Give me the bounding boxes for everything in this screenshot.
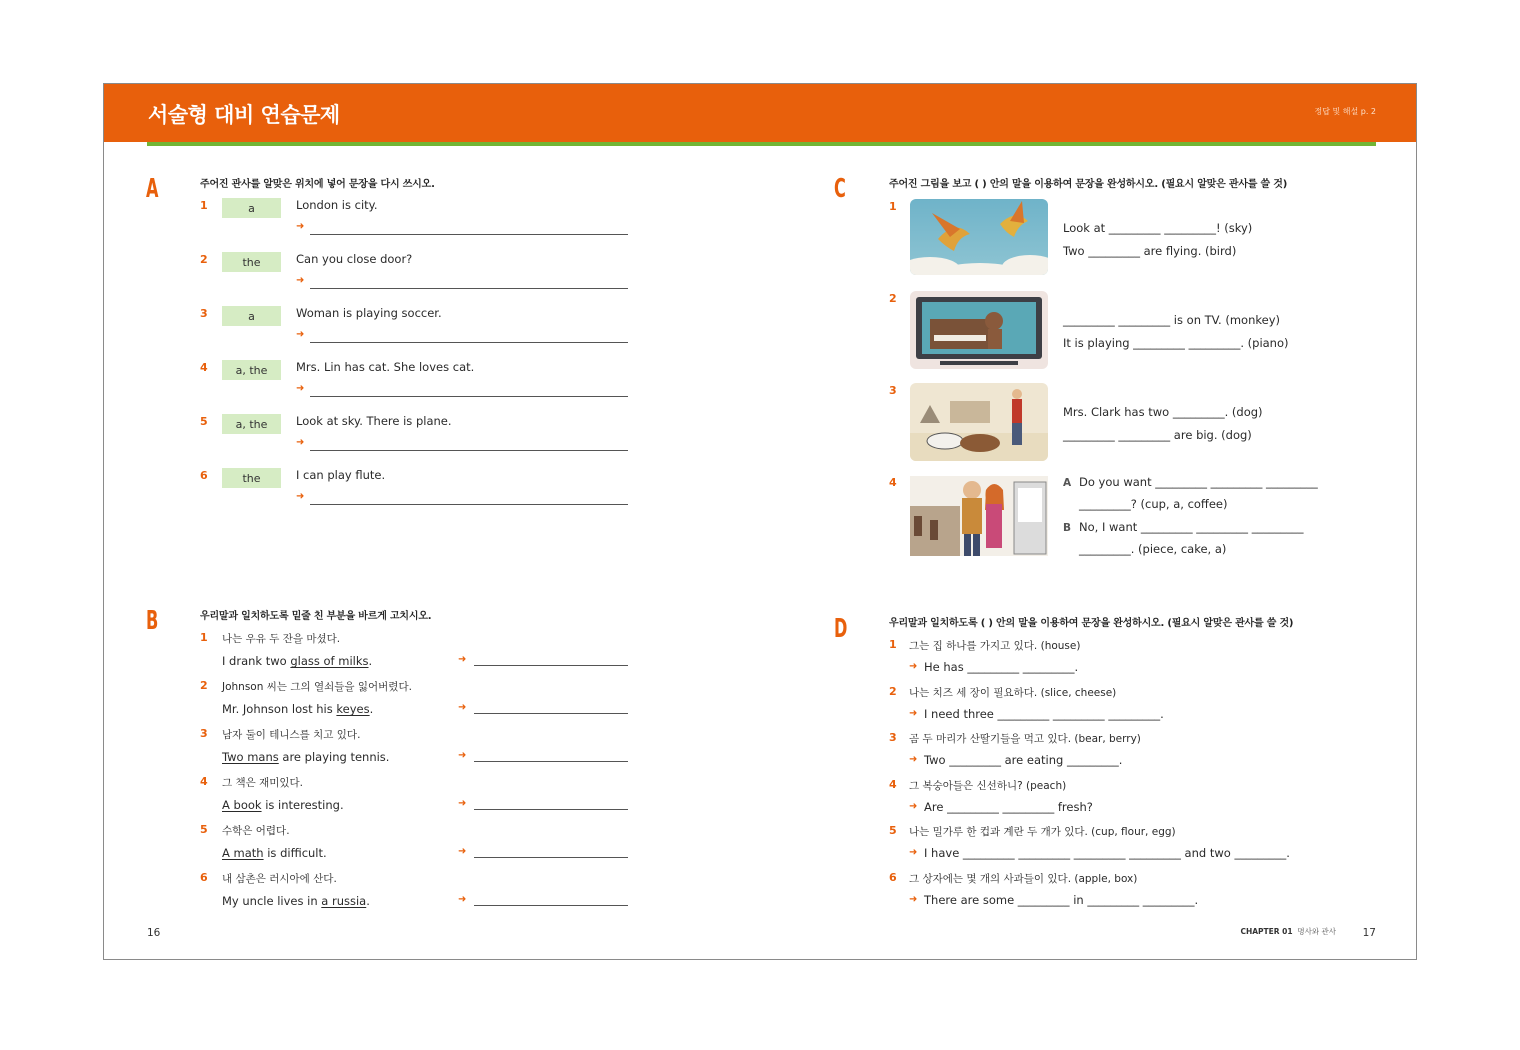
- c-item-number: 4: [889, 476, 897, 489]
- d-korean-prompt: 그 복숭아들은 신선하니? (peach): [909, 779, 1067, 792]
- answer-line[interactable]: [310, 396, 628, 397]
- answer-line[interactable]: [310, 504, 628, 505]
- c4-line1b: _________? (cup, a, coffee): [1079, 497, 1228, 511]
- right-arrow-icon: ➜: [458, 798, 467, 809]
- b-item-number: 1: [200, 631, 208, 644]
- chapter-number: CHAPTER 01: [1240, 927, 1293, 936]
- article-badge: a: [222, 198, 281, 218]
- c2-line2: It is playing _________ _________. (piano): [1063, 336, 1289, 350]
- chapter-title: 명사와 관사: [1297, 927, 1336, 936]
- b-korean-prompt: Johnson 씨는 그의 열쇠들을 잃어버렸다.: [222, 681, 412, 693]
- a-sentence: Can you close door?: [296, 252, 413, 266]
- a-sentence: Mrs. Lin has cat. She loves cat.: [296, 360, 475, 374]
- a-sentence: London is city.: [296, 198, 378, 212]
- right-arrow-icon: ➜: [296, 329, 305, 340]
- c4-label-b: [1063, 520, 1071, 534]
- d-answer-sentence: I need three _________ _________ _________.: [924, 706, 1164, 721]
- b-sentence-post: is difficult.: [263, 846, 327, 860]
- article-badge: a, the: [222, 414, 281, 434]
- article-badge: the: [222, 252, 281, 272]
- section-b-letter: B: [146, 606, 159, 636]
- b-sentence-pre: I drank two: [222, 654, 291, 668]
- answer-line[interactable]: [474, 905, 628, 906]
- birds-sky-illustration: [910, 199, 1048, 275]
- a-sentence: Look at sky. There is plane.: [296, 414, 452, 428]
- dogs-walk-illustration: [910, 383, 1048, 461]
- a-item-number: 3: [200, 307, 208, 320]
- answer-line[interactable]: [474, 713, 628, 714]
- b-underlined-error: A book: [222, 798, 262, 812]
- section-d-letter: D: [834, 614, 848, 644]
- d-korean-prompt: 그 상자에는 몇 개의 사과들이 있다. (apple, box): [909, 872, 1138, 885]
- right-arrow-icon: ➜: [909, 754, 918, 765]
- right-arrow-icon: ➜: [909, 707, 918, 719]
- answer-line[interactable]: [310, 342, 628, 343]
- d-item-number: 6: [889, 870, 897, 884]
- chapter-label: [1240, 926, 1336, 937]
- b-korean-prompt: 수학은 어렵다.: [222, 825, 290, 837]
- b-sentence: [222, 702, 373, 716]
- right-arrow-icon: ➜: [458, 750, 467, 761]
- section-c-instruction: 주어진 그림을 보고 ( ) 안의 말을 이용하여 문장을 완성하시오. (필요시 알맞은 관사를 쓸 것): [889, 179, 1288, 190]
- a-sentence: I can play flute.: [296, 468, 386, 482]
- right-arrow-icon: ➜: [296, 437, 305, 448]
- b-sentence: [222, 654, 372, 668]
- article-badge: the: [222, 468, 281, 488]
- right-arrow-icon: ➜: [909, 893, 918, 905]
- d-answer-sentence: Two _________ are eating _________.: [924, 753, 1123, 767]
- c-item-number: 3: [889, 384, 897, 397]
- b-underlined-error: Two mans: [222, 750, 279, 764]
- c4-line2b: _________. (piece, cake, a): [1079, 542, 1227, 556]
- b-sentence-post: .: [368, 654, 373, 668]
- c4-label-a: [1063, 475, 1071, 489]
- answer-line[interactable]: [310, 288, 628, 289]
- right-arrow-icon: ➜: [909, 847, 918, 858]
- b-korean-prompt: 그 책은 재미있다.: [222, 777, 304, 789]
- right-arrow-icon: ➜: [296, 491, 305, 502]
- b-sentence-post: .: [369, 702, 374, 716]
- right-arrow-icon: ➜: [458, 846, 467, 857]
- d-answer-sentence: He has _________ _________.: [924, 660, 1079, 674]
- answer-line[interactable]: [474, 857, 628, 858]
- left-page-number: 16: [147, 927, 161, 939]
- monkey-tv-illustration: [910, 291, 1048, 369]
- d-korean-prompt: 그는 집 하나를 가지고 있다. (house): [909, 640, 1081, 652]
- answer-reference: 정답 및 해설 p. 2: [1314, 107, 1376, 116]
- b-sentence: [222, 894, 370, 908]
- d-korean-prompt: 곰 두 마리가 산딸기들을 먹고 있다. (bear, berry): [909, 733, 1141, 745]
- b-underlined-error: a russia: [321, 894, 367, 908]
- c2-line1: _________ _________ is on TV. (monkey): [1063, 313, 1280, 327]
- a-item-number: 5: [200, 415, 208, 428]
- b-korean-prompt: 남자 둘이 테니스를 치고 있다.: [222, 729, 361, 741]
- workbook-spread: [103, 83, 1417, 960]
- answer-line[interactable]: [474, 809, 628, 810]
- c4-qa-letter: A: [1063, 477, 1072, 489]
- right-arrow-icon: ➜: [909, 661, 918, 672]
- b-underlined-error: glass of milks: [290, 654, 369, 668]
- right-arrow-icon: ➜: [909, 800, 918, 812]
- answer-line[interactable]: [474, 665, 628, 666]
- page-header: [104, 84, 1416, 142]
- d-answer-sentence: Are _________ _________ fresh?: [924, 799, 1093, 814]
- right-page-number: 17: [1362, 927, 1376, 939]
- b-item-number: 3: [200, 727, 208, 740]
- c1-line2: Two _________ are flying. (bird): [1063, 244, 1237, 258]
- b-sentence: [222, 750, 389, 764]
- article-badge: a, the: [222, 360, 281, 380]
- d-item-number: 3: [889, 731, 897, 744]
- c4-qb-letter: B: [1063, 522, 1072, 534]
- section-d-instruction: 우리말과 일치하도록 ( ) 안의 말을 이용하여 문장을 완성하시오. (필요시 알맞은 관사를 쓸 것): [889, 618, 1294, 629]
- a-item-number: 1: [200, 199, 208, 212]
- c4-line1: Do you want _________ _________ _________: [1079, 475, 1318, 489]
- right-arrow-icon: ➜: [296, 221, 305, 232]
- d-answer-sentence: I have _________ _________ _________ _________ and two _________.: [924, 846, 1290, 860]
- answer-line[interactable]: [310, 234, 628, 235]
- b-sentence-post: is interesting.: [261, 798, 344, 812]
- b-item-number: 2: [200, 679, 208, 692]
- a-item-number: 2: [200, 253, 208, 266]
- d-korean-prompt: 나는 치즈 세 장이 필요하다. (slice, cheese): [909, 686, 1117, 699]
- section-a-instruction: 주어진 관사를 알맞은 위치에 넣어 문장을 다시 쓰시오.: [200, 179, 435, 190]
- header-divider: [147, 142, 1376, 146]
- d-item-number: 1: [889, 638, 897, 651]
- b-underlined-error: A math: [222, 846, 264, 860]
- section-b-instruction: 우리말과 일치하도록 밑줄 친 부분을 바르게 고치시오.: [200, 611, 432, 622]
- b-sentence-post: .: [366, 894, 370, 908]
- d-item-number: 4: [889, 777, 897, 791]
- a-item-number: 6: [200, 469, 208, 482]
- b-korean-prompt: 내 삼촌은 러시아에 산다.: [222, 873, 337, 885]
- d-korean-prompt: 나는 밀가루 한 컵과 계란 두 개가 있다. (cup, flour, egg): [909, 826, 1176, 838]
- c-item-number: 2: [889, 292, 897, 305]
- b-underlined-error: keyes: [336, 702, 370, 716]
- b-item-number: 6: [200, 871, 208, 884]
- right-arrow-icon: ➜: [296, 275, 305, 286]
- article-badge: a: [222, 306, 281, 326]
- cafe-couple-illustration: [910, 476, 1048, 556]
- c4-line2: No, I want _________ _________ _________: [1079, 520, 1304, 534]
- d-item-number: 5: [889, 824, 897, 837]
- right-arrow-icon: ➜: [296, 383, 305, 394]
- b-item-number: 4: [200, 775, 208, 788]
- b-item-number: 5: [200, 823, 208, 836]
- b-sentence-pre: Mr. Johnson lost his: [222, 702, 337, 716]
- c3-line1: Mrs. Clark has two _________. (dog): [1063, 405, 1263, 419]
- d-item-number: 2: [889, 684, 897, 698]
- answer-line[interactable]: [474, 761, 628, 762]
- right-arrow-icon: ➜: [458, 702, 467, 713]
- b-sentence-post: are playing tennis.: [278, 750, 390, 764]
- c-item-number: 1: [889, 200, 897, 213]
- section-a-letter: A: [146, 174, 159, 204]
- right-arrow-icon: ➜: [458, 654, 467, 665]
- c3-line2: _________ _________ are big. (dog): [1063, 428, 1252, 442]
- page-title: 서술형 대비 연습문제: [148, 103, 340, 127]
- answer-line[interactable]: [310, 450, 628, 451]
- b-sentence: [222, 798, 344, 812]
- section-c-letter: C: [834, 174, 846, 204]
- a-item-number: 4: [200, 361, 208, 374]
- c1-line1: Look at _________ _________! (sky): [1063, 221, 1253, 235]
- right-arrow-icon: ➜: [458, 894, 467, 905]
- b-sentence: [222, 846, 327, 860]
- a-sentence: Woman is playing soccer.: [296, 306, 442, 320]
- b-sentence-pre: My uncle lives in: [222, 894, 322, 908]
- b-korean-prompt: 나는 우유 두 잔을 마셨다.: [222, 633, 341, 645]
- d-answer-sentence: There are some _________ in _________ _________.: [924, 892, 1199, 907]
